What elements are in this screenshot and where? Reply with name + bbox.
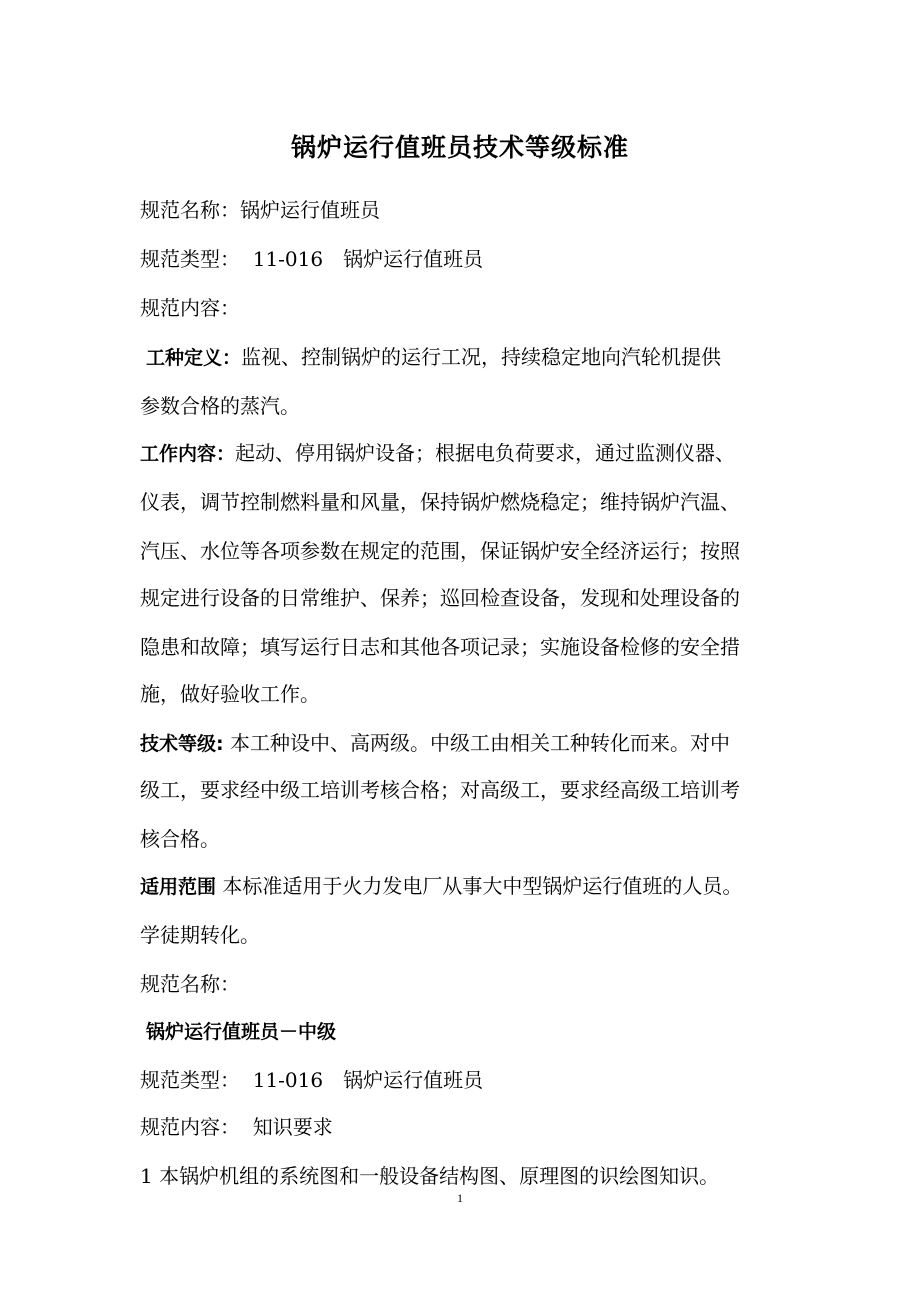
spec-content2-line xyxy=(140,1110,800,1144)
tech-level-label: 技术等级: xyxy=(140,733,224,755)
spec-type2-line xyxy=(140,1063,800,1097)
work-content-text-4: 规定进行设备的日常维护、保养；巡回检查设备，发现和处理设备的 xyxy=(140,586,740,610)
tech-level-text-2: 级工，要求经中级工培训考核合格；对高级工，要求经高级工培训考 xyxy=(140,778,740,802)
spec-name-value: 锅炉运行值班员 xyxy=(240,198,380,222)
spec-content2-value: 知识要求 xyxy=(252,1115,333,1139)
job-definition-line-1 xyxy=(146,340,806,375)
spec-content-label: 规范内容： xyxy=(140,296,240,320)
work-content-text-6: 施，做好验收工作。 xyxy=(140,682,320,706)
spec-content2-label: 规范内容： xyxy=(140,1115,240,1139)
document-title: 锅炉运行值班员技术等级标准 xyxy=(290,133,629,162)
spec-type2-value: 11-016 锅炉运行值班员 xyxy=(252,1068,484,1092)
work-content-text-2: 仪表，调节控制燃料量和风量，保持锅炉燃烧稳定；维持锅炉汽温、 xyxy=(140,490,740,514)
tech-level-line-1 xyxy=(140,726,800,761)
work-content-label: 工作内容： xyxy=(140,443,236,465)
job-definition-text-1: 监视、控制锅炉的运行工况，持续稳定地向汽轮机提供 xyxy=(241,345,722,369)
page-number: 1 xyxy=(457,1191,463,1205)
scope-label: 适用范围 xyxy=(140,876,217,898)
scope-text-1: 本标准适用于火力发电厂从事大中型锅炉运行值班的人员。 xyxy=(216,874,743,898)
work-content-text-1: 起动、停用锅炉设备；根据电负荷要求，通过监测仪器、 xyxy=(235,441,736,465)
spec-type-line xyxy=(140,242,800,276)
work-content-text-5: 隐患和故障；填写运行日志和其他各项记录；实施设备检修的安全措 xyxy=(140,635,740,659)
work-content-text-3: 汽压、水位等各项参数在规定的范围，保证锅炉安全经济运行；按照 xyxy=(140,539,740,563)
tech-level-text-3: 核合格。 xyxy=(140,827,220,851)
knowledge-item-1: 1 本锅炉机组的系统图和一般设备结构图、原理图的识绘图知识。 xyxy=(140,1164,720,1188)
spec-name2-label: 规范名称： xyxy=(140,972,240,996)
job-definition-text-2: 参数合格的蒸汽。 xyxy=(140,394,300,418)
spec-type2-label: 规范类型： xyxy=(140,1068,240,1092)
spec-type-label: 规范类型： xyxy=(140,247,240,271)
spec-name2-value xyxy=(146,1014,806,1049)
spec-type-value: 11-016 锅炉运行值班员 xyxy=(252,247,484,271)
spec-name-label: 规范名称： xyxy=(140,198,240,222)
spec-name2-value-text: 锅炉运行值班员－中级 xyxy=(146,1021,337,1043)
work-content-line-1 xyxy=(140,436,800,471)
job-definition-label: 工种定义： xyxy=(146,347,242,369)
tech-level-text-1: 本工种设中、高两级。中级工由相关工种转化而来。对中 xyxy=(223,731,730,755)
spec-name-line xyxy=(140,193,800,227)
scope-line-1 xyxy=(140,869,800,904)
scope-text-2: 学徒期转化。 xyxy=(140,923,260,947)
